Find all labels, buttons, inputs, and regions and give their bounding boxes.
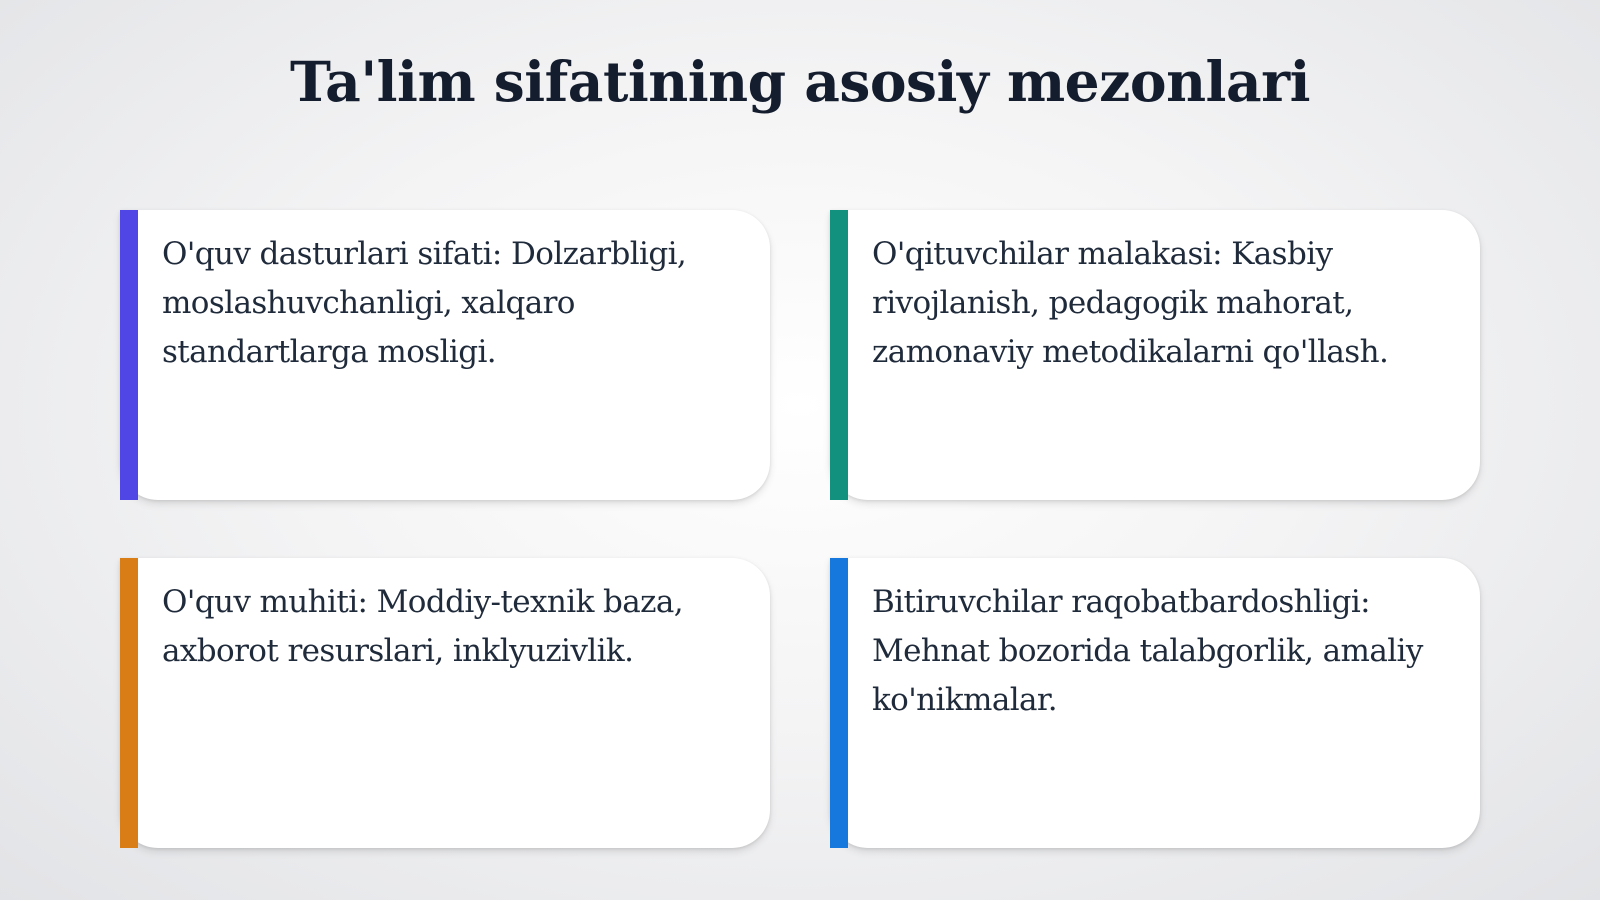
card-text: O'quv muhiti: Moddiy-texnik baza, axborot resurslari, inklyuzivlik. bbox=[162, 584, 684, 669]
slide-title: Ta'lim sifatining asosiy mezonlari bbox=[290, 49, 1310, 114]
criterion-card-graduates bbox=[830, 558, 1480, 848]
card-accent-bar bbox=[830, 558, 848, 848]
card-text: O'qituvchilar malakasi: Kasbiy rivojlanish, pedagogik mahorat, zamonaviy metodikalarni qo'llash. bbox=[872, 236, 1389, 370]
card-accent-bar bbox=[830, 210, 848, 500]
card-accent-bar bbox=[120, 210, 138, 500]
card-text: O'quv dasturlari sifati: Dolzarbligi, moslashuvchanligi, xalqaro standartlarga mosligi. bbox=[162, 236, 687, 370]
criterion-card-teachers bbox=[830, 210, 1480, 500]
criterion-card-curriculum bbox=[120, 210, 770, 500]
card-text: Bitiruvchilar raqobatbardoshligi: Mehnat bozorida talabgorlik, amaliy ko'nikmalar. bbox=[872, 584, 1423, 718]
card-accent-bar bbox=[120, 558, 138, 848]
criterion-card-environment bbox=[120, 558, 770, 848]
